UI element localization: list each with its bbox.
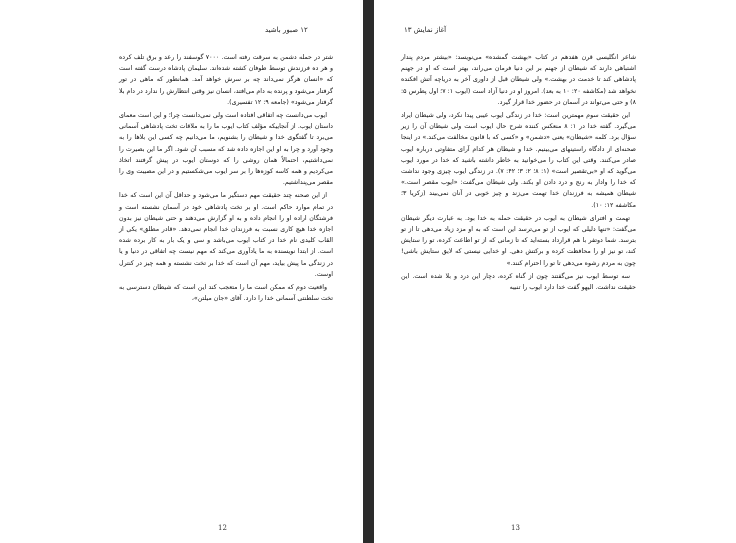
page-number-right: 13 <box>511 524 520 532</box>
paragraph: تهمت و افترای شیطان به ایوب در حقیقت حمله به خدا بود. به عبارت دیگر شیطان می‌گفت: «تنها دلیلی که ایوب از تو می‌ترسد این است که به او مزد زیاد می‌دهی تا از تو بترسد. شما دوتفر با هم قرارداد بسته‌اید که تا زمانی که از تو اطاعت کرده، تو را ستایش کند، تو نیز او را محافظت کرده و برکتش دهی. او خدایی نیستی که لایق ستایش باشی! چون به مردم رشوه می‌دهی تا تو را احترام کنند.» <box>401 214 636 267</box>
paragraph: سه توسط ایوب نیز می‌گفتند چون از گناه کرده، دچار این درد و بلا شده است. این حقیقت نداشت. الیهو گفت خدا دارد ایوب را تنبیه <box>401 272 636 292</box>
left-page <box>0 0 363 543</box>
right-page <box>374 0 736 543</box>
running-head-right: آغاز نمایش ۱۳ <box>404 26 447 34</box>
running-head-left: ۱۲ صبور باشید <box>265 26 308 34</box>
paragraph: شاعر انگلیسی قرن هفدهم در کتاب «بهشت گمشده» می‌نویسد: «بیشتر مردم پندار اشتباهی دارند که شیطان از جهنم بر این دنیا فرمان می‌راند، بهتر است که او در جهنم پادشاهی کند تا خدمت در بهشت.» ولی شیطان قبل از داوری آخر به دریاچه آتش افکنده نخواهد شد (مکاشفه ۲۰: ۱۰ به بعد). امروز او در دنیا آزاد است (ایوب ۱: ۷؛ اول پطرس ۵: ۸) و حتی می‌تواند در آسمان در حضور خدا قرار گیرد. <box>401 54 637 106</box>
paragraph: از این صحنه چند حقیقت مهم دستگیر ما می‌شود و حداقل آن این است که خدا در تمام موارد حاکم است. او بر تخت پادشاهی خود در آسمان نشسته است و فرشتگان اراده او را انجام داده و به او گزارش می‌دهند و حتی شیطان نیز بدون اجازه خدا هیچ کاری نسبت به فرزندان خدا انجام نمی‌دهد. «قادر مطلق» یکی از القاب کلیدی نام خدا در کتاب ایوب می‌باشد و سی و یک بار به کار برده شده است. از ابتدا نویسنده به ما یادآوری می‌کند که مهم نیست چه اتفاقی در دنیا و یا در زندگی ما پیش بیاید، مهم آن است که خدا بر تخت نشسته و همه چیز در کنترل اوست. <box>119 192 333 278</box>
book-gutter <box>363 0 374 543</box>
paragraph: ایوب می‌دانست چه اتفاقی افتاده است ولی نمی‌دانست چرا؛ و این است معمای داستان ایوب. از آنجاییکه مؤلف کتاب ایوب ما را به ملاقات تخت پادشاهی آسمانی می‌برد تا گفتگوی خدا و شیطان را بشنویم، ما می‌دانیم چه کسی این بلاها را به وجود آورد و چرا به او این اجازه داده شد که مسبب آن شود. اگر ما این بصیرت را نمی‌داشتیم، احتمالاً همان روشی را که دوستان ایوب در پیش گرفتند اتخاذ می‌کردیم و همه کاسه کوزه‌ها را بر سر ایوب می‌شکستیم و در این مصیبت وی را مقصر می‌پنداشتیم. <box>119 112 333 187</box>
paragraph: شتر در حمله دشمن به سرقت رفته است. ۷۰۰۰ گوسفند را رعد و برق تلف کرده و هر ده فرزندش توسط طوفان کشته شده‌اند. سلیمان پادشاه درست گفته است که «انسان هرگز نمی‌داند چه بر سرش خواهد آمد. همانطور که ماهی در تور گرفتار می‌شود و پرنده به دام می‌افتد، انسان نیز وقتی انتظارش را ندارد در دام بلا گرفتار می‌شود» (جامعه ۹: ۱۲ تفسیری). <box>119 54 333 106</box>
left-page-body <box>119 52 333 306</box>
paragraph: این حقیقت سوم مهمترین است: خدا در زندگی ایوب عیبی پیدا نکرد، ولی شیطان ایراد می‌گیرد. گفته خدا در ۱: ۸ منعکس کننده شرح حال ایوب است ولی شیطان آن را زیر سؤال برد. کلمه «شیطان» یعنی «دشمن» و «کسی که با قانون مخالفت می‌کند.» در اینجا صحنه‌ای از دادگاه راستینهای می‌بینیم. خدا و شیطان هر کدام آرای متفاوتی درباره ایوب صادر می‌کنند. وقتی این کتاب را می‌خوانید به خاطر داشته باشید که خدا در مورد ایوب می‌گوید که او «بی‌تقصیر است» (۱: ۸؛ ۲: ۳؛ ۴۲: ۷). در زندگی ایوب چیزی وجود نداشت که خدا را وادار به رنج و درد دادن او بکند. ولی شیطان می‌گفت: «ایوب مقصر است.» شیطان همیشه به فرزندان خدا تهمت می‌زند و چیز خوبی در آنان نمی‌بیند (زکریا ۳؛ مکاشفه ۱۲: ۱۰). <box>401 112 637 209</box>
page-number-left: 12 <box>218 524 227 532</box>
right-page-body <box>401 52 636 295</box>
paragraph: واقعیت دوم که ممکن است ما را متعجب کند این است که شیطان دسترسی به تخت سلطنتی آسمانی خدا را دارد. آقای «جان میلتن»، <box>119 284 333 303</box>
